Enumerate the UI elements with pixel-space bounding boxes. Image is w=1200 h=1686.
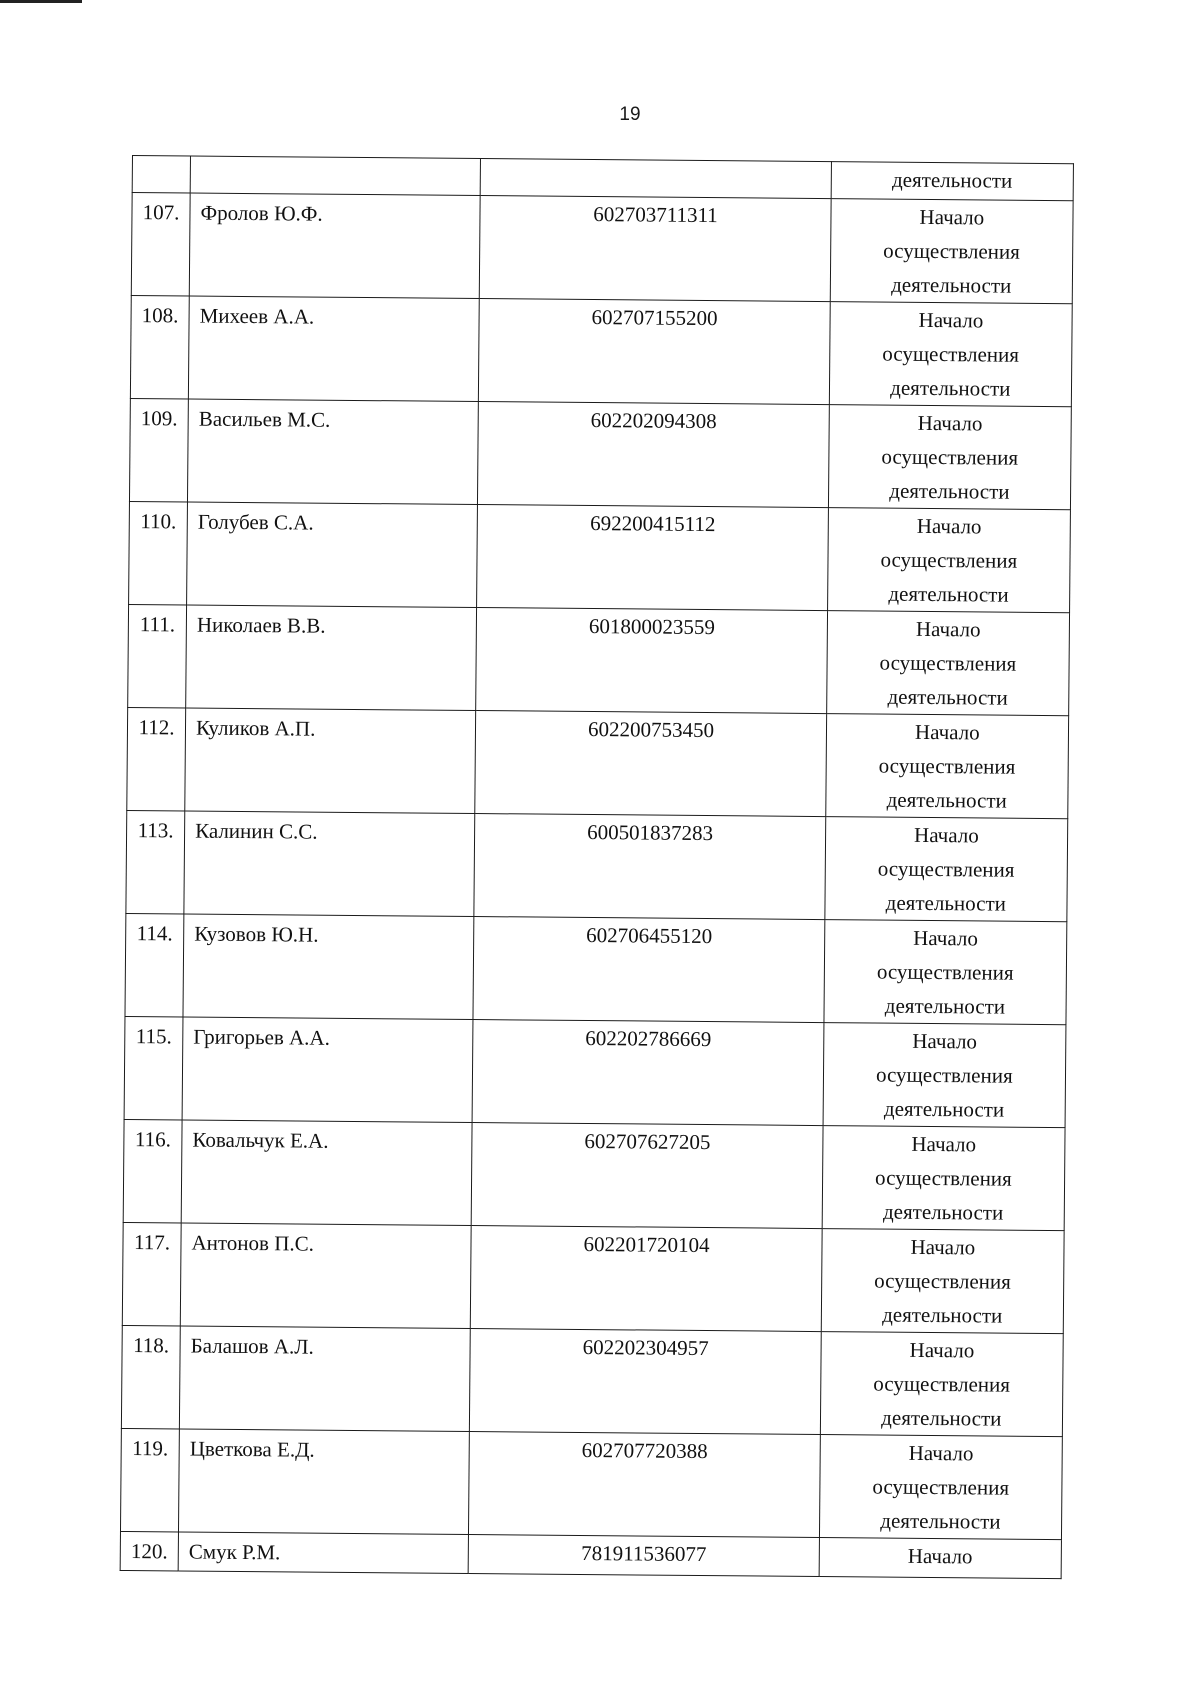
cell-inn: 602707155200 (479, 299, 830, 405)
cell-name: Калинин С.С. (184, 811, 475, 917)
action-line: деятельности (888, 581, 1009, 607)
cell-action (821, 1229, 1064, 1334)
cell-number: 109. (129, 398, 188, 502)
action-line: Начало (911, 1131, 977, 1157)
cell-action (822, 1126, 1065, 1231)
cell-number: 120. (120, 1531, 178, 1571)
cell-inn: 602201720104 (471, 1226, 822, 1332)
cell-name: Григорьев А.А. (182, 1017, 473, 1123)
cell-number: 107. (131, 193, 190, 297)
cell-inn: 692200415112 (477, 505, 828, 611)
cell-action: деятельности (831, 162, 1074, 201)
cell-action (827, 508, 1070, 613)
table-row (125, 913, 1067, 1024)
action-line: осуществления (880, 547, 1018, 573)
action-line: деятельности (880, 1508, 1001, 1534)
registry-table (120, 155, 1074, 1579)
cell-inn: 602202786669 (472, 1020, 823, 1126)
action-line: осуществления (875, 1062, 1013, 1088)
action-line: Начало (909, 1337, 975, 1363)
action-line: Начало (913, 822, 979, 848)
action-line: осуществления (873, 1371, 1011, 1397)
table-row (120, 1531, 1061, 1578)
action-line: Начало (915, 616, 981, 642)
table-row (127, 707, 1069, 818)
scan-edge-mark (0, 0, 82, 3)
cell-number: 110. (129, 501, 188, 605)
cell-number: 116. (123, 1119, 182, 1223)
action-line: осуществления (883, 238, 1020, 264)
cell-number: 118. (121, 1325, 180, 1429)
cell-number: 117. (122, 1222, 181, 1326)
cell-inn: 602707627205 (472, 1123, 823, 1229)
action-line: деятельности (885, 890, 1007, 916)
action-line: Начало (910, 1234, 976, 1260)
table-row (121, 1325, 1063, 1436)
action-line: осуществления (877, 856, 1015, 882)
action-line: деятельности (886, 787, 1007, 813)
action-line: Начало (917, 410, 983, 436)
action-line: деятельности (887, 684, 1008, 710)
action-line: Начало (916, 513, 982, 539)
cell-name: Голубев С.А. (187, 502, 478, 608)
cell-action (826, 611, 1069, 716)
action-line: деятельности (890, 375, 1011, 401)
action-line: деятельности (881, 1405, 1002, 1431)
cell-action (819, 1538, 1062, 1579)
action-line: осуществления (882, 341, 1020, 367)
cell-name: Васильев М.С. (188, 399, 479, 505)
table-row (131, 193, 1073, 304)
cell-inn: 781911536077 (468, 1534, 819, 1576)
action-line: Начало (913, 925, 979, 951)
action-line: Начало (912, 1028, 978, 1054)
cell-number (132, 156, 190, 194)
table-row (126, 810, 1068, 921)
action-line: осуществления (881, 444, 1019, 470)
cell-number: 119. (120, 1428, 179, 1532)
cell-name (190, 156, 481, 196)
cell-action (825, 714, 1068, 819)
cell-inn: 602706455120 (473, 917, 824, 1023)
cell-name: Балашов А.Л. (179, 1326, 470, 1432)
cell-number: 108. (130, 295, 189, 399)
table-row (130, 295, 1072, 406)
cell-action (830, 199, 1073, 304)
page-number: 19 (619, 104, 641, 125)
table-row (123, 1119, 1065, 1230)
action-line: Начало (914, 719, 980, 745)
cell-name: Николаев В.В. (186, 605, 477, 711)
cell-name: Кузовов Ю.Н. (183, 914, 474, 1020)
action-line: деятельности (883, 1096, 1005, 1122)
cell-inn: 602200753450 (475, 711, 826, 817)
action-line: деятельности (889, 478, 1010, 504)
cell-action (824, 920, 1067, 1025)
cell-action (819, 1435, 1062, 1540)
table-row (122, 1222, 1064, 1333)
action-line: осуществления (878, 753, 1016, 779)
action-line: Начало (919, 204, 985, 230)
cell-name: Михеев А.А. (188, 296, 479, 402)
cell-action (823, 1023, 1066, 1128)
cell-name: Антонов П.С. (180, 1223, 471, 1329)
cell-inn: 600501837283 (474, 814, 825, 920)
cell-name: Фролов Ю.Ф. (189, 193, 480, 299)
cell-inn: 602707720388 (469, 1431, 820, 1537)
registry-table-body (120, 156, 1073, 1579)
cell-action (820, 1332, 1063, 1437)
cell-action (825, 817, 1068, 922)
action-line: осуществления (879, 650, 1017, 676)
action-line: осуществления (872, 1474, 1010, 1500)
cell-inn: 602202094308 (478, 402, 829, 508)
action-line: деятельности (882, 1199, 1004, 1225)
cell-inn: 601800023559 (476, 608, 827, 714)
cell-number: 114. (125, 913, 184, 1017)
table-row (129, 501, 1071, 612)
cell-action (828, 405, 1071, 510)
cell-inn: 602703711311 (480, 196, 831, 302)
cell-number: 112. (127, 707, 186, 811)
cell-number: 111. (128, 604, 187, 708)
action-line: деятельности (882, 1302, 1003, 1328)
table-row (129, 398, 1071, 509)
cell-number: 113. (126, 810, 185, 914)
cell-name: Ковальчук Е.А. (181, 1120, 472, 1226)
cell-name: Куликов А.П. (185, 708, 476, 814)
action-line: осуществления (876, 959, 1014, 985)
cell-number: 115. (124, 1016, 183, 1120)
cell-name: Смук Р.М. (178, 1532, 469, 1574)
action-line: Начало (918, 307, 984, 333)
cell-action (829, 302, 1072, 407)
table-row (128, 604, 1070, 715)
cell-inn (481, 159, 832, 199)
action-line: осуществления (874, 1268, 1011, 1294)
action-line: деятельности (891, 272, 1012, 298)
table-row (120, 1428, 1062, 1539)
cell-inn: 602202304957 (470, 1328, 821, 1434)
table-row (124, 1016, 1066, 1127)
action-line: деятельности (884, 993, 1006, 1019)
action-line: осуществления (875, 1165, 1012, 1191)
action-line: Начало (908, 1440, 974, 1466)
action-line: Начало (907, 1543, 973, 1569)
cell-name: Цветкова Е.Д. (179, 1429, 470, 1535)
